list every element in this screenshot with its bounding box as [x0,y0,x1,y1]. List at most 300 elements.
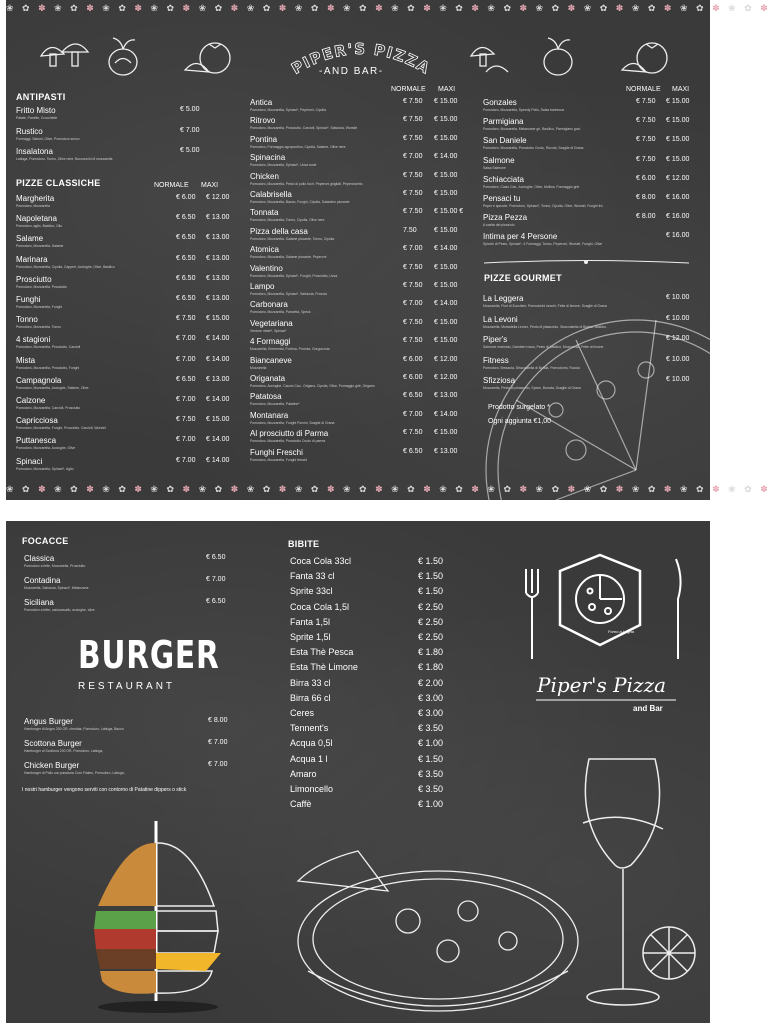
menu-item-description: Mozzarella [250,365,267,370]
menu-item-name: Fritto Misto [16,106,56,115]
menu-item-price-price: € 2.50 [418,632,444,642]
menu-item-price-p2: € 15.00 [434,263,458,271]
menu-item-description: Pomodoro, Acciughe, Caccio Cav., Origano, Cipolla, Olive, Pomaggio griè, Origano [250,384,375,388]
menu-item-name: Biancaneve [250,355,292,365]
menu-item [250,227,465,245]
menu-item-description: Mozzarella, Pesto di pistacchio, Speck, Burrata, Scaglie di Grana [483,386,581,390]
menu-item-price-p2: € 15.00 € [434,208,464,216]
menu-item [250,337,465,355]
menu-item-price-p1: € 5.00 [180,106,200,113]
menu-item-description: Formaggi, Salumi, Olive, Pomodoro secco [16,136,80,141]
menu-item-description: Pomodoro, aglio, Basilico, Olio [16,224,63,229]
menu-item-price-p1: € 6.00 [403,374,423,381]
menu-item [290,632,450,647]
menu-item-price-p1: € 7.50 [636,98,656,105]
menu-item-description: Pomodoro, Mozzarella, Prosciutto, Carciofi [16,345,81,350]
pizza-board-illustration [268,821,578,1021]
menu-item [483,194,698,213]
menu-item-price-p2: € 14.00 [206,396,230,403]
menu-item-price-p1: € 6.50 [176,375,196,383]
menu-item-price-price: € 3.00 [418,708,444,718]
menu-item-name: Schiacciata [483,174,524,184]
menu-item-price-price: € 1.50 [418,753,444,764]
menu-item-name: Pizza della casa [250,226,308,236]
burger-subtitle: RESTAURANT [78,681,176,692]
menu-item-name: Origanata [250,374,286,383]
menu-item [24,554,234,576]
menu-item-price-p2: € 15.00 [666,117,690,125]
tomato-sketch-icon-right [618,36,678,81]
menu-item-price-price: € 2.50 [418,601,444,612]
menu-item-price-p1: € 6.50 [176,274,196,282]
menu-item [250,319,465,337]
tomato-sketch-icon [181,36,236,81]
menu-item-description: Pomodoro, Mozzarella, Patatine* [250,402,300,407]
main-title [276,30,446,90]
menu-item-name: Tonnata [250,208,279,218]
menu-item-description: Mozzarella, Mortadella Levoni, Pesto di pistacchio, Stracciatella di Bufala, Basilico [483,324,607,329]
menu-item-name: Gonzales [483,98,517,107]
menu-item-description: Pomodoro, Mozzarella, Prosciutto [16,284,67,289]
menu-item-price-p2: € 14.00 [206,355,230,363]
menu-item [250,135,465,153]
onion-sketch-icon-right [536,36,581,81]
menu-item-name: Esta Thè Limone [290,662,358,673]
menu-item-name: Angus Burger [24,717,73,726]
menu-item-price-p2: € 12.00 [666,335,690,342]
menu-item-price-p1: € 7.00 [403,153,423,161]
menu-item [483,294,698,315]
menu-item [16,214,241,234]
menu-item [16,376,241,396]
menu-item-description: A scelta del pizzaiolo [483,223,515,228]
menu-item-name: Esta Thè Pesca [290,647,354,658]
menu-item [16,315,241,335]
menu-item-price-p2: € 13.00 [206,274,230,282]
menu-item-description: Pomodoro, Mozzarella, Pancetta, Speck [250,310,311,315]
menu-item-name: Salmone [483,155,515,165]
burger-title: BURGER [78,633,220,677]
menu-item-name: Tonno [16,315,38,325]
menu-item-price-p2: € 15.00 [666,155,690,163]
menu-item-name: Insalatona [16,147,53,156]
menu-item-price-p1: € 7.50 [403,282,423,289]
menu-item [16,396,241,416]
menu-item-description: Pomodoro, Mozzarella, Carciofi, Prosciutto [16,406,81,410]
menu-item [24,598,234,620]
menu-item [250,208,465,226]
menu-item-price-price: € 2.00 [418,677,444,688]
menu-item-name: Sprite 33cl [290,586,333,597]
menu-item-price-p1: € 7.50 [403,171,423,179]
menu-item [483,232,698,251]
menu-item-description: Pomodoro, Mozzarella, Funghi [16,305,63,309]
menu-item-price-p2: € 13.00 [206,214,230,222]
burger-illustration [86,811,226,1021]
section-heading-focacce: FOCACCE [22,536,69,546]
menu-item-price-p2: € 14.00 [206,436,230,444]
divider-line [484,258,689,268]
bottom-ornament-border: ❀ ✿ ✽ ❀ ✿ ✽ ❀ ✿ ✽ ❀ ✿ ✽ ❀ ✿ ✽ ❀ ✿ ✽ ❀ ✿ ✽ ❀ ✿ ✽ ❀ ✿ ✽ ❀ ✿ ✽ ❀ ✿ ✽ ❀ ✿ ✽ ❀ ✿ ✽ ❀ ✿ ✽ ❀ ✿ ✽ ❀ ✿ ✽ [6,484,771,494]
menu-item [24,739,234,761]
menu-item-price-p2: € 13.00 [206,375,230,383]
menu-item-price-p2: € 15.00 [434,171,458,179]
menu-page-pizza [6,0,771,500]
menu-item [16,255,241,275]
menu-item [16,275,241,295]
menu-item-price-p2: € 10.00 [666,355,690,363]
menu-item-price-p2: € 13.00 [206,234,230,242]
menu-item-description: Pomodoro a fette, caciocavallo, acciughe, olive [24,608,95,612]
menu-item-description: Pomodoro, Bresaola, Stracciatella di Bufala, Pomodorini, Rucola [483,365,580,370]
menu-item-name: Sfizziosa [483,376,516,385]
menu-item [290,678,450,693]
menu-item-price-price: € 3.00 [418,692,444,703]
menu-item [16,436,241,456]
menu-item [250,392,465,410]
menu-item-name: Chicken [250,171,279,181]
menu-item-price-price: € 7.00 [208,739,228,746]
burger-note: I nostri hamburger vengono serviti con contorno di Patatine dippers o stick [22,787,187,793]
menu-item-name: Piper's [483,335,508,344]
menu-item [16,234,241,254]
col-header-normale-mid: NORMALE [391,86,426,93]
menu-item-price-p1: € 6.50 [176,234,196,242]
menu-item [24,576,234,598]
menu-item [250,116,465,134]
menu-item [250,98,465,116]
menu-item-price-p2: € 15.00 [206,416,230,424]
menu-item-price-p1: € 7.50 [403,190,423,197]
brand-underline [536,698,676,702]
menu-item-name: Rustico [16,126,43,136]
menu-item-description: Pomodoro, Mozzarella, Acciughe, Olive [16,446,76,451]
menu-item-name: Vegetariana [250,318,293,328]
logo-badge-text: Forno a Legna [608,629,635,634]
menu-item-price-p2: € 16.00 [666,213,690,221]
menu-item [290,602,450,617]
menu-item-price-p2: € 14.00 [434,153,458,161]
menu-item-price-p1: € 7.50 [403,116,423,124]
menu-item-price-p1: € 6.00 [636,174,656,182]
menu-item [250,190,465,208]
menu-item-price-p2: € 15.00 [434,190,458,197]
menu-item-price-p2: € 15.00 [434,98,458,105]
menu-item [290,784,450,799]
menu-item-price-p2: € 15.00 [434,318,458,326]
menu-item [290,723,450,738]
menu-item [16,356,241,376]
menu-item-price-price: € 6.50 [206,598,226,605]
col-header-maxi-mid: MAXI [438,86,456,93]
menu-item [16,106,236,127]
menu-item-description: Pomodoro, Mozzarella, Spinaci*, Salsiccia, Provola [250,292,327,296]
menu-item-name: Fitness [483,355,509,365]
onion-sketch-icon [101,36,146,81]
menu-item-description: Hamburger di Pollo con panatura Corn Flakes, Pomodoro, Lattuga, [24,771,125,775]
menu-item-name: 4 stagioni [16,335,51,345]
menu-item-price-p2: € 15.00 [206,315,230,323]
menu-item-price-price: € 1.80 [418,647,444,658]
menu-item-price-price: € 2.50 [418,616,444,627]
menu-item-name: Patatosa [250,392,282,402]
menu-item-price-p1: € 7.50 [636,136,656,144]
menu-item [290,738,450,753]
menu-item [250,264,465,282]
menu-item-description: Pomodoro, Mozzarella, Speedy Pollo, Salsa barbecue [483,108,565,112]
menu-item [483,315,698,336]
menu-item-price-price: € 7.00 [206,576,226,583]
menu-item [250,172,465,190]
menu-item [290,617,450,632]
menu-item-name: Scottona Burger [24,739,82,748]
menu-item-price-p2: € 15.00 [434,134,458,142]
menu-item-price-p1: € 7.00 [176,396,196,403]
menu-item-name: Spinacina [250,153,286,163]
menu-item [290,556,450,571]
menu-item [250,300,465,318]
menu-item-price-p1: € 7.00 [180,126,200,134]
menu-item-name: Marinara [16,254,48,264]
menu-item-name: Prosciutto [16,274,52,284]
menu-item-description: Lattuga, Pomodoro, Tonno, Olive nere, Bocconcini di mozzarella [16,157,113,161]
menu-item-description: Pomodoro, Mozzarella, Tonno, Cipolla, Olive nere [250,218,325,223]
menu-item-name: Carbonara [250,300,288,310]
menu-item-description: Hamburger di Scottona 200 GR, Pomodoro, Lattuga, [24,749,104,753]
menu-item-name: Pontina [250,134,278,144]
menu-item-price-p1: € 6.00 [176,194,196,201]
menu-item [24,761,234,783]
menu-item [290,662,450,677]
menu-item-name: Capricciosa [16,416,58,426]
menu-item-price-p2: € 14.00 [434,410,458,418]
menu-item-name: Ritrovo [250,116,276,126]
menu-item [483,213,698,232]
menu-item [483,117,698,136]
menu-item-price-p1: € 6.00 [403,355,423,363]
menu-item [483,335,698,356]
menu-item-name: Contadina [24,576,61,585]
menu-item-description: Salsa Salmone [483,165,506,170]
menu-item-price-p1: € 7.50 [403,429,423,437]
note-frozen-product: Prodotto surgelato * [488,404,550,411]
menu-item-name: 4 Formaggi [250,337,291,347]
menu-item-description: Pomodoro, Mozzarella, Tonno [16,325,61,330]
menu-item [16,194,241,214]
menu-item-name: La Leggera [483,294,524,303]
menu-item-price-p2: € 10.00 [666,314,690,322]
menu-item-description: Salmone marinato, Gamberi rossa, Pesto di basilico, Mozzarella, Fette di limone [483,345,604,349]
menu-item-name: Limoncello [290,784,334,794]
menu-item [483,136,698,155]
menu-item-price-p2: € 10.00 [666,376,690,383]
menu-item-price-p2: € 13.00 [434,447,458,455]
menu-item [290,708,450,723]
menu-item-description: Pomodoro, Mozzarella, Prosciutto, Carciofi, Spinaci*, Salsiccia, Wurstel [250,126,358,131]
menu-item [24,717,234,739]
menu-item-price-p1: € 7.00 [176,456,196,464]
menu-item-price-p1: € 7.00 [176,355,196,363]
menu-item-name: Pensaci tu [483,194,521,203]
menu-item-price-p2: € 12.00 [206,194,230,201]
menu-item-description: Peper e spezzie, Pomodoro, Spinaci*, Tonno, Cipolla, Olive, Wurstel, Funghi fre. [483,204,604,208]
menu-item-description: Pomodoro, Mozzarella, Melanzane grì, Basilico, Parmigiano grat. [483,127,581,132]
title-line-1: PIPER'S PIZZA [288,39,434,78]
menu-item-name: San Daniele [483,136,527,146]
menu-item-price-p1: € 7.50 [403,98,423,105]
menu-item-price-price: € 6.50 [206,554,226,561]
menu-item-price-p1: € 8.00 [636,213,656,221]
menu-item-price-p1: € 7.50 [176,315,196,323]
menu-item-description: Mozzarella, Salsiccia, Spinaci*, Melanzane [24,586,89,590]
menu-item [290,586,450,601]
menu-item-description: Pomodoro, Mozzarella, Salame piccante, Tonno, Cipolla [250,236,335,241]
menu-item-description: Pomodoro, Mozzarella, Funghi Porcini, Scaglie di Grana [250,420,335,425]
menu-item [16,295,241,315]
menu-page-burger-drinks [6,521,710,1023]
menu-item-price-p2: € 15.00 [666,98,690,105]
menu-item-price-p1: € 7.50 [403,318,423,326]
menu-item-price-p2: € 13.00 [434,392,458,400]
menu-item-name: Al prosciutto di Parma [250,429,329,439]
menu-item-description: Pomodoro, Mozzarella [16,204,50,208]
menu-item-price-p1: € 7.50 [403,263,423,271]
menu-item-price-p1: € 7.50 [176,416,196,424]
col-header-normale: NORMALE [154,182,189,189]
menu-item-name: Valentino [250,263,283,273]
menu-item-name: Puttanesca [16,436,57,446]
menu-item-description: Pomodoro a fette, Mozzarella, Prosciutto [24,564,86,568]
col-header-normale-right: NORMALE [626,86,661,93]
menu-item-price-p1: € 7.50 [403,337,423,345]
menu-item [483,175,698,194]
menu-item-description: Pomodoro, Mozzarella, Salame [16,244,64,249]
menu-item-price-price: € 1.00 [418,799,444,810]
menu-item-name: Siciliana [24,598,54,607]
menu-item-name: Funghi Freschi [250,447,303,457]
top-ornament-border: ❀ ✿ ✽ ❀ ✿ ✽ ❀ ✿ ✽ ❀ ✿ ✽ ❀ ✿ ✽ ❀ ✿ ✽ ❀ ✿ ✽ ❀ ✿ ✽ ❀ ✿ ✽ ❀ ✿ ✽ ❀ ✿ ✽ ❀ ✿ ✽ ❀ ✿ ✽ ❀ ✿ ✽ ❀ ✿ ✽ ❀ ✿ ✽ [6,3,771,13]
menu-item [250,374,465,392]
menu-item-description: Pomodoro, Mozzarella, Prosciutto Crudo, Rucola, Scaglie di Grana [483,146,584,151]
menu-item [290,647,450,662]
menu-item-name: Ceres [290,708,315,718]
title-line-2: -AND BAR- [319,66,384,77]
menu-item [483,376,698,397]
menu-item-name: Atomica [250,245,279,255]
menu-item [16,127,236,148]
menu-item-price-p1: € 7.00 [176,436,196,444]
menu-item-name: Pizza Pezza [483,213,528,223]
section-heading-bibite: BIBITE [288,539,320,549]
menu-item-description: Pomodoro, Mozzarella, Acciughe, Salame, Olive [16,385,89,390]
menu-item [250,153,465,171]
menu-item [250,411,465,429]
col-header-maxi-right: MAXI [672,86,690,93]
menu-item-price-p2: € 14.00 [434,300,458,308]
menu-item-name: Lampo [250,282,275,291]
menu-item-price-p2: € 10.00 [666,294,690,301]
menu-item-description: Pomodoro, Mozzarella, Salame piccante, Peperoni [250,255,327,260]
menu-item-price-p2: € 15.00 [434,429,458,437]
menu-item-description: Pomodoro, Mozzarella, Cipolla, Capperi, Acciughe, Olive, Basilico [16,264,115,269]
menu-item-price-p2: € 15.00 [434,226,458,234]
menu-item-price-p2: € 13.00 [206,295,230,302]
menu-item-price-p1: € 7.00 [403,245,423,253]
menu-item [290,769,450,784]
menu-item [483,98,698,117]
menu-item-price-p1: € 7.00 [403,410,423,418]
menu-item [290,571,450,586]
menu-item [483,156,698,175]
menu-item-price-p1: € 6.50 [403,447,423,455]
menu-item-price-p2: € 14.00 [206,456,230,464]
menu-item-name: Coca Cola 33cl [290,556,352,566]
menu-item-name: La Levoni [483,314,518,324]
menu-item-price-p2: € 16.00 [666,232,690,240]
menu-item-description: Mozzarella, Emmental, Fontina, Provola, Gorgonzola [250,347,330,352]
menu-item-price-price: € 1.50 [418,556,444,566]
wine-glass-illustration [571,753,706,1018]
menu-item-price-price: € 3.50 [418,768,444,779]
menu-item [16,457,241,477]
menu-item-price-p1: € 7.00 [176,335,196,343]
menu-item-description: Mozzarella, Fiori di Zucchine, Pomodorini secchi, Fette di limone, Scaglie di Grana [483,304,607,308]
menu-item-price-p2: € 13.00 [206,254,230,262]
menu-item-description: Verdure miste*, Spinaci* [250,328,287,333]
menu-item-description: Pomodoro, Mozzarella, Funghi, Prosciutto, Carciofi, Wurstel [16,426,106,431]
menu-item-name: Salame [16,234,44,244]
menu-item-name: Antica [250,98,273,107]
menu-item [250,356,465,374]
menu-item-description: Pomodoro, Mozzarella, Spinaci*, Peperoni, Cipolla [250,108,326,112]
note-extra-topping: Ogni aggiunta €1,00 [488,418,552,425]
menu-item-description: Spicchi di Pesto, Spinaci*, 4 Formaggi, Tonno, Peperoni, Wurstel, Funghi, Olive [483,242,603,247]
menu-item-description: Pomodoro, Mozzarella, Spinaci*, Aglio [16,466,74,471]
menu-item-price-p1: € 8.00 [636,194,656,201]
menu-item-description: Pomodoro, Mozzarella, Funghi freschi [250,457,308,462]
menu-item-name: Calzone [16,396,46,405]
brand-name: Piper's Pizza [537,673,667,697]
menu-item-price-price: € 1.50 [418,586,444,597]
menu-item-price-p1: € 7.50 [636,155,656,163]
menu-item-name: Spinaci [16,456,43,466]
menu-item-price-p1: € 6.50 [176,295,196,302]
menu-item-price-p2: € 16.00 [666,194,690,201]
menu-item-price-p2: € 12.00 [666,174,690,182]
menu-item-description: Pomodoro, Mozzarella, Prosciutto, Funghi [16,365,80,370]
menu-item-description: Hamburger di Angus 200 GR, cheddar, Pomodoro, Lattuga, Bacon [24,727,124,731]
menu-item-price-p1: € 7.00 [403,300,423,308]
menu-item-name: Fanta 1,5l [290,616,331,627]
menu-item-name: Sprite 1,5l [290,632,331,642]
menu-item-price-price: € 7.00 [208,761,228,768]
menu-item-description: Pomodoro, Mozzarella, Prosciutto Crudo di parma [250,439,326,444]
menu-item-name: Classica [24,554,55,563]
menu-item-price-p1: € 6.50 [403,392,423,400]
menu-item-name: Acqua 1 l [290,753,328,764]
mushroom-sketch-icon-right [466,34,526,79]
menu-item-description: Pomodoro, Cacio Cav., Acciughe, Olive, Mollica, Formaggio griè [483,184,580,189]
menu-item-price-price: € 1.50 [418,571,444,582]
menu-item-description: Patate, Panelle, Crocchette [16,116,58,120]
menu-item-name: Mista [16,355,36,365]
menu-item [290,754,450,769]
menu-item-price-p1: € 7.50 [403,134,423,142]
menu-item [250,429,465,447]
menu-item-price-p1: 7.50 [403,226,417,234]
mushroom-sketch-icon [36,34,96,79]
menu-item-name: Intima per 4 Persone [483,232,558,242]
